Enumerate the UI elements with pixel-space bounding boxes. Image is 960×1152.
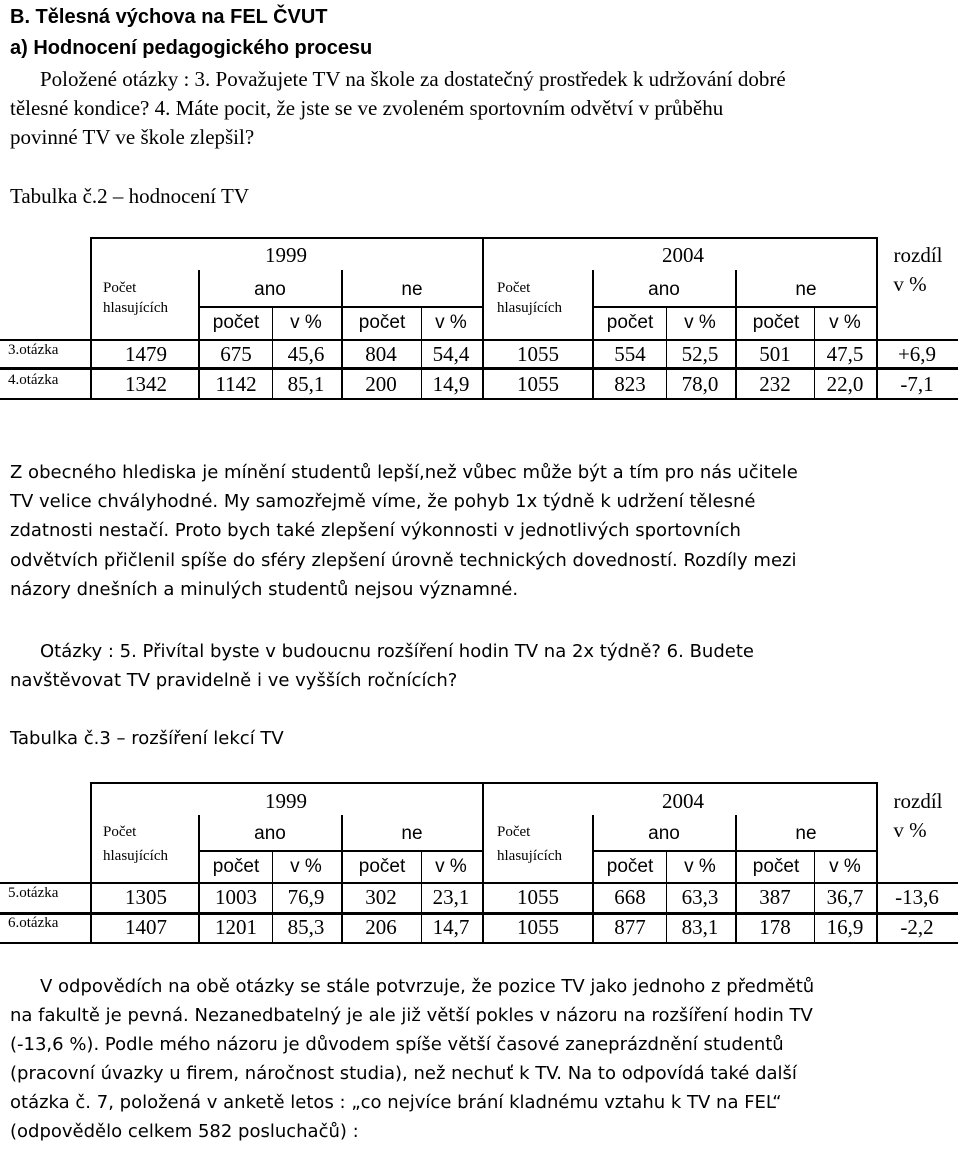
paragraph-line: TV velice chvályhodné. My samozřejmě víme, že pohyb 1x týdně k udržení tělesné (10, 491, 756, 512)
table2-voters-sub-2004: hlasujících (497, 300, 562, 316)
table3-cell: 1055 (517, 915, 559, 939)
table2-pct-header: v % (829, 312, 861, 333)
table2-cell: 823 (614, 372, 646, 396)
paragraph-line: na fakultě je pevná. Nezanedbatelný je ale již větší pokles v názoru na rozšíření hodin TV (10, 1005, 813, 1026)
table2-voters-sub-1999: hlasujících (103, 300, 168, 316)
table3-ano-2004: ano (648, 823, 680, 844)
table3-cell: 14,7 (432, 915, 470, 939)
table3-cell: 1003 (215, 885, 257, 909)
table2-cell: 232 (759, 372, 791, 396)
table3-cell: 85,3 (287, 915, 325, 939)
paragraph-line: (pracovní úvazky u firem, náročnost studia), než nechuť k TV. Na to odpovídá také další (10, 1063, 797, 1084)
table3-cell: 206 (365, 915, 397, 939)
table2-ano-1999: ano (254, 279, 286, 300)
table3-count-header: počet (212, 856, 260, 877)
table2-cell: 22,0 (826, 372, 864, 396)
table3-pct-header: v % (684, 856, 716, 877)
table3-cell: 1055 (517, 885, 559, 909)
table2-year-1999: 1999 (265, 243, 307, 267)
table2-cell: 804 (365, 342, 397, 366)
table2-voters-label-1999: Počet (103, 280, 137, 296)
table3-year-2004: 2004 (662, 789, 704, 813)
table2-cell: -7,1 (900, 372, 934, 396)
table3-cell: 1305 (125, 885, 167, 909)
table3-cell: 877 (614, 915, 646, 939)
paragraph-line: názory dnešních a minulých studentů nejsou významné. (10, 579, 519, 600)
table2-count-header: počet (752, 312, 800, 333)
table3-ne-1999: ne (401, 823, 423, 844)
table2-cell: 1055 (517, 372, 559, 396)
table3-cell: 387 (759, 885, 791, 909)
intro-line-3: povinné TV ve škole zlepšil? (10, 125, 255, 149)
table3-count-header: počet (606, 856, 654, 877)
paragraph-line: zdatnosti nestačí. Proto bych také zlepšení výkonnosti v jednotlivých sportovních (10, 520, 741, 541)
intro-line-1: Položené otázky : 3. Považujete TV na škole za dostatečný prostředek k udržování dobré (40, 67, 786, 91)
table3-count-header: počet (752, 856, 800, 877)
table3-cell: 1201 (215, 915, 257, 939)
table2-row-label: 4.otázka (8, 372, 59, 388)
table2-cell: 85,1 (287, 372, 325, 396)
table3-cell: 83,1 (681, 915, 719, 939)
table2-pct-header: v % (684, 312, 716, 333)
table2-cell: 1342 (125, 372, 167, 396)
table2-row-label: 3.otázka (8, 342, 59, 358)
table2-cell: 200 (365, 372, 397, 396)
table3-voters-label-1999: Počet (103, 824, 137, 840)
table2-cell: 78,0 (681, 372, 719, 396)
table2-cell: 45,6 (287, 342, 325, 366)
table2-ne-2004: ne (795, 279, 817, 300)
table3-cell: -13,6 (895, 885, 939, 909)
table2-cell: 501 (759, 342, 791, 366)
table3-cell: 302 (365, 885, 397, 909)
questions-line: Otázky : 5. Přivítal byste v budoucnu rozšíření hodin TV na 2x týdně? 6. Budete (40, 641, 754, 662)
table2-ne-1999: ne (401, 279, 423, 300)
table3-voters-label-2004: Počet (497, 824, 531, 840)
table3-ano-1999: ano (254, 823, 286, 844)
table2-year-2004: 2004 (662, 243, 704, 267)
section-heading: B. Tělesná výchova na FEL ČVUT (10, 6, 328, 28)
table3-ne-2004: ne (795, 823, 817, 844)
table3-cell: 16,9 (826, 915, 864, 939)
table2-pct-header: v % (435, 312, 467, 333)
table2-cell: 1055 (517, 342, 559, 366)
subsection-heading: a) Hodnocení pedagogického procesu (10, 37, 373, 59)
table3-row-label: 5.otázka (8, 885, 59, 901)
table3-cell: 36,7 (826, 885, 864, 909)
table3-year-1999: 1999 (265, 789, 307, 813)
paragraph-line: otázka č. 7, položená v anketě letos : „co nejvíce brání kladnému vztahu k TV na FEL“ (10, 1092, 782, 1113)
table2-cell: 1479 (125, 342, 167, 366)
table2-cell: +6,9 (897, 342, 937, 366)
table3-cell: 178 (759, 915, 791, 939)
table3-voters-sub-1999: hlasujících (103, 848, 168, 864)
table3-diff-unit: v % (893, 818, 927, 842)
intro-line-2: tělesné kondice? 4. Máte pocit, že jste se ve zvoleném sportovním odvětví v průběhu (10, 96, 724, 120)
table2-cell: 54,4 (432, 342, 470, 366)
table3-cell: 23,1 (432, 885, 470, 909)
table3-pct-header: v % (290, 856, 322, 877)
paragraph-line: V odpovědích na obě otázky se stále potvrzuje, že pozice TV jako jednoho z předmětů (40, 976, 815, 997)
table2-cell: 52,5 (681, 342, 719, 366)
table3-cell: -2,2 (900, 915, 934, 939)
questions-line: navštěvovat TV pravidelně i ve vyšších ročnících? (10, 670, 458, 691)
table3-cell: 63,3 (681, 885, 719, 909)
table3-pct-header: v % (829, 856, 861, 877)
paragraph-line: odvětvích přičlenil spíše do sféry zlepšení úrovně technických dovedností. Rozdíly mezi (10, 550, 797, 571)
table3-cell: 1407 (125, 915, 167, 939)
table2-caption: Tabulka č.2 – hodnocení TV (10, 184, 249, 208)
table2-diff-label: rozdíl (893, 243, 943, 267)
table2-cell: 47,5 (826, 342, 864, 366)
paragraph-line: Z obecného hlediska je mínění studentů lepší,než vůbec může být a tím pro nás učitele (10, 462, 798, 483)
paragraph-line: (-13,6 %). Podle mého názoru je důvodem spíše větší časové zaneprázdnění studentů (10, 1034, 784, 1055)
table2-cell: 675 (220, 342, 252, 366)
table2-cell: 1142 (215, 372, 257, 396)
table2-cell: 554 (614, 342, 646, 366)
table3-diff-label: rozdíl (893, 789, 943, 813)
table3-pct-header: v % (435, 856, 467, 877)
table3-row-label: 6.otázka (8, 915, 59, 931)
table3-count-header: počet (358, 856, 406, 877)
table2-cell: 14,9 (432, 372, 470, 396)
table3-voters-sub-2004: hlasujících (497, 848, 562, 864)
paragraph-line: (odpovědělo celkem 582 posluchačů) : (10, 1121, 359, 1142)
table3-cell: 76,9 (287, 885, 325, 909)
table2-voters-label-2004: Počet (497, 280, 531, 296)
table3-cell: 668 (614, 885, 646, 909)
table3-caption: Tabulka č.3 – rozšíření lekcí TV (10, 728, 284, 749)
table2-count-header: počet (358, 312, 406, 333)
table2-pct-header: v % (290, 312, 322, 333)
table2-count-header: počet (606, 312, 654, 333)
table2-count-header: počet (212, 312, 260, 333)
table2-ano-2004: ano (648, 279, 680, 300)
table2-diff-unit: v % (893, 272, 927, 296)
